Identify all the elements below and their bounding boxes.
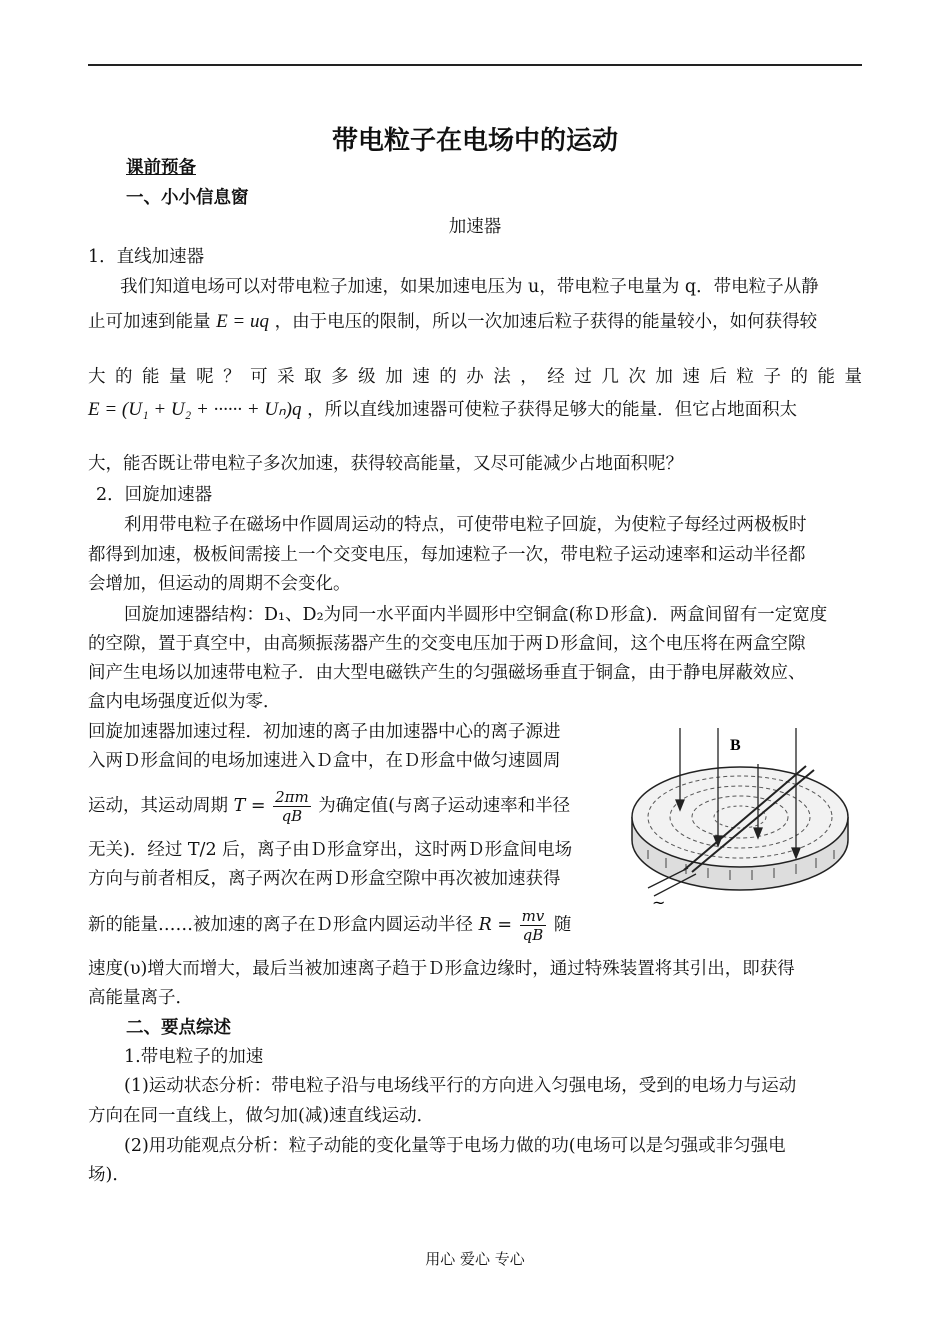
paragraph-line: 场)． (88, 1165, 130, 1185)
header-rule (88, 64, 862, 66)
paragraph-line: 运动，其运动周期 T = $\frac{2\pi m}{qB}$ 为确定值(与离子运动速率和半径 (88, 788, 571, 825)
paragraph-line: 高能量离子． (88, 988, 193, 1008)
paragraph-line: (2)用功能观点分析：粒子动能的变化量等于电场力做的功(电场可以是匀强或非匀强电 (124, 1136, 786, 1156)
paragraph-line: 大，能否既让带电粒子多次加速，获得较高能量，又尽可能减少占地面积呢？ (88, 454, 683, 474)
ac-source-label: ~ (652, 893, 666, 910)
subheading-acceleration: 1.带电粒子的加速 (124, 1047, 264, 1067)
paragraph-line: 回旋加速器结构：D₁、D₂为同一水平面内半圆形中空铜盒(称Ｄ形盒)．两盒间留有一定宽度 (124, 605, 828, 625)
paragraph-line: 速度(υ)增大而增大，最后当被加速离子趋于Ｄ形盒边缘时，通过特殊装置将其引出，即获得 (88, 959, 795, 979)
cyclotron-figure (618, 722, 862, 910)
paragraph-line: (1)运动状态分析：带电粒子沿与电场线平行的方向进入匀强电场，受到的电场力与运动 (124, 1076, 797, 1096)
subheading-accelerator: 加速器 (448, 217, 502, 237)
paragraph-line: 回旋加速器加速过程．初加速的离子由加速器中心的离子源进 (88, 722, 561, 742)
paragraph-line: 会增加，但运动的周期不会变化。 (88, 574, 351, 594)
paragraph-line: 盒内电场强度近似为零． (88, 692, 281, 712)
heading-cyclotron: 2．回旋加速器 (96, 485, 213, 505)
radius-fraction: $\frac{mv}{qB}$ (521, 907, 545, 944)
paragraph-line: 利用带电粒子在磁场中作圆周运动的特点，可使带电粒子回旋，为使粒子每经过两极板时 (124, 515, 807, 535)
paragraph-line: 止可加速到能量 E = uq ，由于电压的限制，所以一次加速后粒子获得的能量较小，如何获得较 (88, 311, 818, 332)
page-footer: 用心 爱心 专心 (425, 1250, 525, 1268)
formula-energy-multi: E = (U₁ + U₂ + ······ + Uₙ)q (88, 399, 302, 420)
field-label-b: B (730, 737, 741, 754)
paragraph-line: E = (U₁ + U₂ + ······ + Uₙ)q ，所以直线加速器可使粒子获得足够大的能量．但它占地面积太 (88, 399, 798, 420)
paragraph-line: 我们知道电场可以对带电粒子加速，如果加速电压为 u，带电粒子电量为 q．带电粒子从静 (120, 277, 819, 297)
paragraph-line: 的空隙，置于真空中，由高频振荡器产生的交变电压加于两Ｄ形盒间，这个电压将在两盒空隙 (88, 634, 806, 654)
paragraph-line: 方向与前者相反，离子两次在两Ｄ形盒空隙中再次被加速获得 (88, 869, 561, 889)
formula-energy-single: E = uq (216, 311, 270, 332)
period-fraction: $\frac{2\pi m}{qB}$ (275, 788, 309, 825)
heading-key-points: 二、要点综述 (126, 1018, 231, 1038)
section-pre: 课前预备 (126, 158, 196, 178)
paragraph-line: 都得到加速，极板间需接上一个交变电压，每加速粒子一次，带电粒子运动速率和运动半径都 (88, 545, 806, 565)
heading-info-window: 一、小小信息窗 (126, 188, 249, 208)
period-formula-lhs: T = (233, 796, 266, 816)
paragraph-line: 入两Ｄ形盒间的电场加速进入Ｄ盒中，在Ｄ形盒中做匀速圆周 (88, 751, 561, 771)
page-title: 带电粒子在电场中的运动 (331, 126, 618, 156)
paragraph-line: 新的能量……被加速的离子在Ｄ形盒内圆运动半径 R = $\frac{mv}{qB}$ 随 (88, 907, 572, 944)
radius-formula-lhs: R = (478, 915, 512, 935)
paragraph-line: 方向在同一直线上，做匀加(减)速直线运动． (88, 1106, 435, 1126)
paragraph-line: 无关)．经过 T/2 后，离子由Ｄ形盒穿出，这时两Ｄ形盒间电场 (88, 840, 573, 860)
heading-linear-accelerator: 1．直线加速器 (88, 247, 205, 267)
paragraph-line: 间产生电场以加速带电粒子．由大型电磁铁产生的匀强磁场垂直于铜盒，由于静电屏蔽效应、 (88, 663, 806, 683)
paragraph-line: 大的能量呢？可采取多级加速的办法，经过几次加速后粒子的能量 (88, 367, 862, 387)
